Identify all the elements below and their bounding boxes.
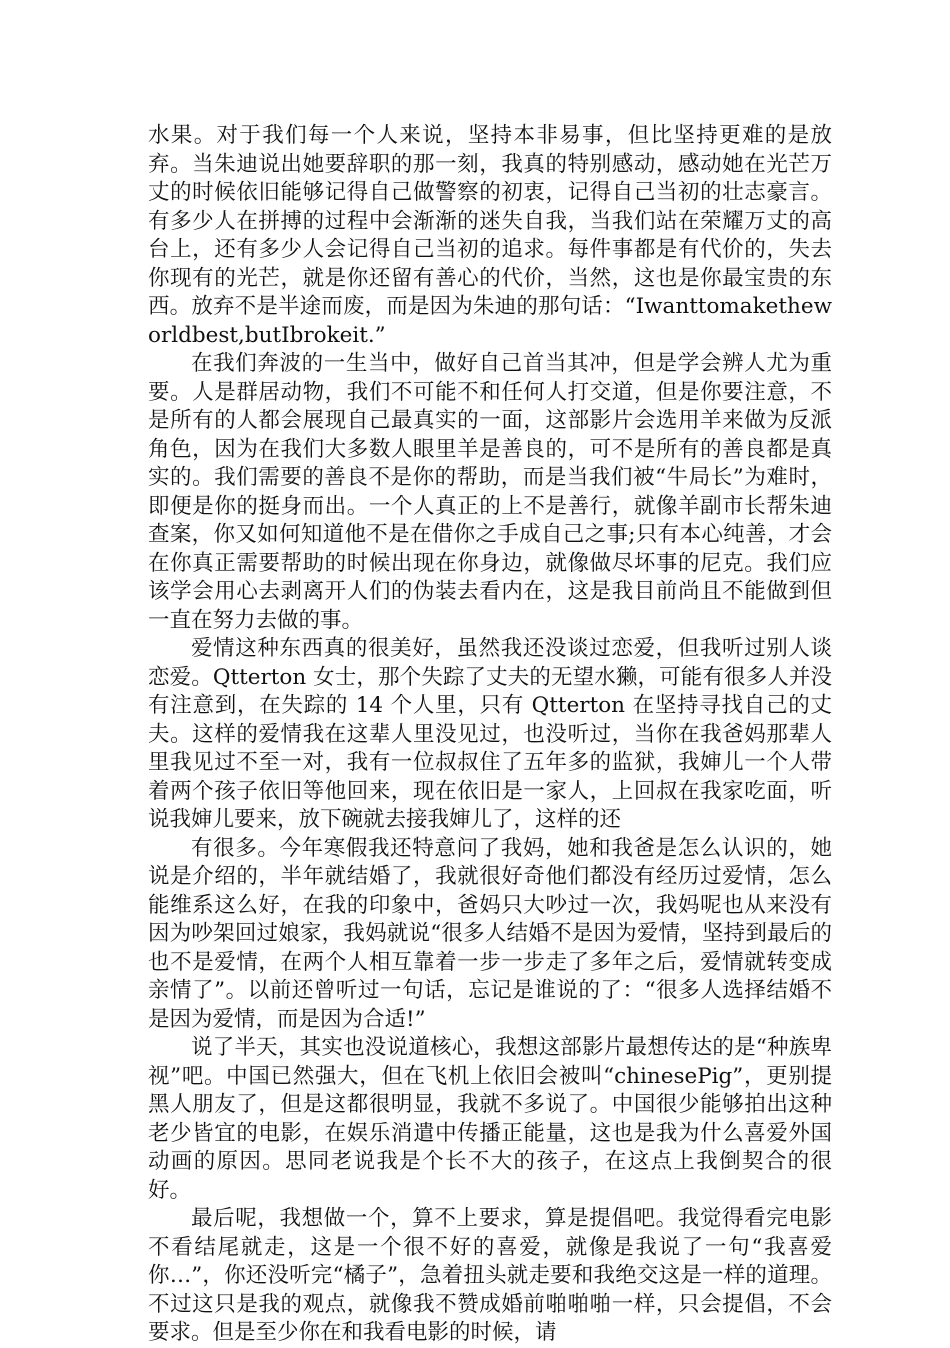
- paragraph-6: 最后呢，我想做一个，算不上要求，算是提倡吧。我觉得看完电影不看结尾就走，这是一个很不好的喜爱，就像是我说了一句“我喜爱你…”，你还没听完“橘子”，急着扭头就走要和我绝交这是一样的道理。不过这只是我的观点，就像我不赞成婚前啪啪啪一样，只会提倡，不会要求。但是至少你在和我看电影的时候，请: [148, 1206, 832, 1345]
- paragraph-1: 水果。对于我们每一个人来说，坚持本非易事，但比坚持更难的是放弃。当朱迪说出她要辞职的那一刻，我真的特别感动，感动她在光芒万丈的时候依旧能够记得自己做警察的初衷，记得自己当初的壮志豪言。有多少人在拼搏的过程中会渐渐的迷失自我，当我们站在荣耀万丈的高台上，还有多少人会记得自己当初的追求。每件事都是有代价的，失去你现有的光芒，就是你还留有善心的代价，当然，这也是你最宝贵的东西。放弃不是半途而废，而是因为朱迪的那句话：“Iwanttomaketheworldbest,butIbrokeit.”: [148, 123, 832, 348]
- paragraph-5: 说了半天，其实也没说道核心，我想这部影片最想传达的是“种族卑视”吧。中国已然强大，但在飞机上依旧会被叫“chinesePig”，更别提黑人朋友了，但是这都很明显，我就不多说了。中国很少能够拍出这种老少皆宜的电影，在娱乐消遣中传播正能量，这也是我为什么喜爱外国动画的原因。思同老说我是个长不大的孩子，在这点上我倒契合的很好。: [148, 1035, 832, 1203]
- paragraph-2: 在我们奔波的一生当中，做好自己首当其冲，但是学会辨人尤为重要。人是群居动物，我们不可能不和任何人打交道，但是你要注意，不是所有的人都会展现自己最真实的一面，这部影片会选用羊来做为反派角色，因为在我们大多数人眼里羊是善良的，可不是所有的善良都是真实的。我们需要的善良不是你的帮助，而是当我们被“牛局长”为难时，即便是你的挺身而出。一个人真正的上不是善行，就像羊副市长帮朱迪查案，你又如何知道他不是在借你之手成自己之事;只有本心纯善，才会在你真正需要帮助的时候出现在你身边，就像做尽坏事的尼克。我们应该学会用心去剥离开人们的伪装去看内在，这是我目前尚且不能做到但一直在努力去做的事。: [148, 351, 832, 633]
- paragraph-3: 爱情这种东西真的很美好，虽然我还没谈过恋爱，但我听过别人谈恋爱。Qtterton 女士，那个失踪了丈夫的无望水獭，可能有很多人并没有注意到，在失踪的 14 个人里，只有 Qtterton 在坚持寻找自己的丈夫。这样的爱情我在这辈人里没见过，也没听过，当你在我爸妈那辈人里我见过不至一对，我有一位叔叔住了五年多的监狱，我婶儿一个人带着两个孩子依旧等他回来，现在依旧是一家人，上回叔在我家吃面，听说我婶儿要来，放下碗就去接我婶儿了，这样的还: [148, 636, 832, 832]
- document-body: [148, 122, 832, 1348]
- paragraph-4: 有很多。今年寒假我还特意问了我妈，她和我爸是怎么认识的，她说是介绍的，半年就结婚了，我就很好奇他们都没有经历过爱情，怎么能维系这么好，在我的印象中，爸妈只大吵过一次，我妈呢也从来没有因为吵架回过娘家，我妈就说“很多人结婚不是因为爱情，坚持到最后的也不是爱情，在两个人相互靠着一步一步走了多年之后，爱情就转变成亲情了”。以前还曾听过一句话，忘记是谁说的了：“很多人选择结婚不是因为爱情，而是因为合适!”: [148, 835, 832, 1032]
